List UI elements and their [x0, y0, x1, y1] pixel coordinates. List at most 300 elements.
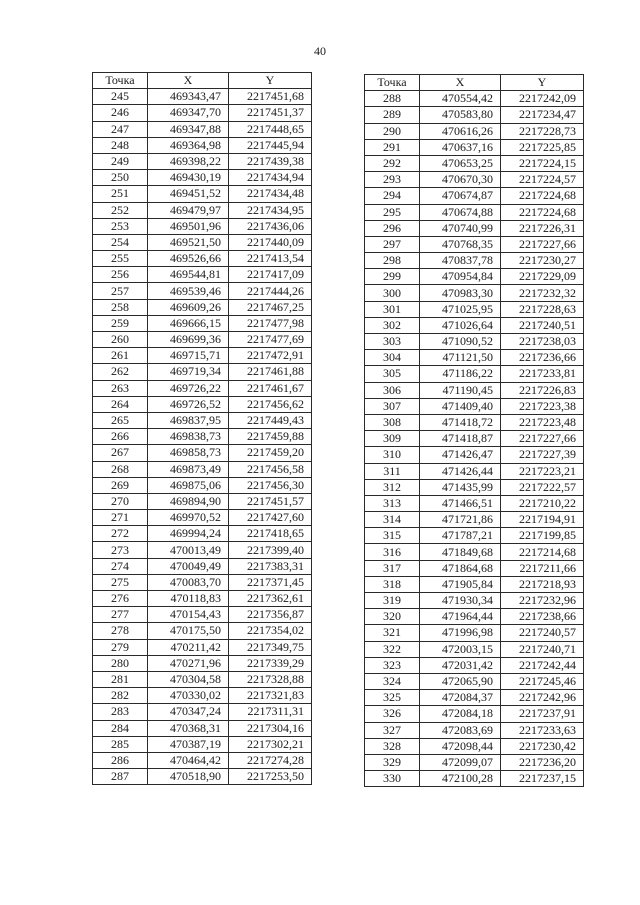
cell-x: 469994,24: [148, 526, 229, 542]
table-row: [93, 639, 312, 655]
cell-point: 252: [93, 202, 148, 218]
cell-x: 470083,70: [148, 574, 229, 590]
cell-x: 471418,87: [420, 431, 501, 447]
cell-x: 469726,52: [148, 396, 229, 412]
cell-x: 470837,78: [420, 253, 501, 269]
cell-y: 2217232,96: [501, 593, 584, 609]
table-row: [365, 609, 584, 625]
cell-y: 2217339,29: [229, 655, 312, 671]
cell-y: 2217427,60: [229, 510, 312, 526]
cell-y: 2217449,43: [229, 412, 312, 428]
table-row: [365, 382, 584, 398]
table-row: [365, 447, 584, 463]
cell-y: 2217459,88: [229, 429, 312, 445]
cell-x: 471787,21: [420, 528, 501, 544]
cell-y: 2217304,16: [229, 720, 312, 736]
table-row: [365, 334, 584, 350]
cell-point: 287: [93, 769, 148, 785]
cell-x: 470674,88: [420, 204, 501, 220]
cell-x: 469539,46: [148, 283, 229, 299]
cell-x: 471186,22: [420, 366, 501, 382]
cell-point: 284: [93, 720, 148, 736]
table-row: [365, 738, 584, 754]
cell-point: 307: [365, 398, 420, 414]
table-row: [365, 463, 584, 479]
table-row: [365, 576, 584, 592]
cell-x: 472099,07: [420, 754, 501, 770]
header-y: Y: [229, 73, 312, 89]
table-row: [365, 593, 584, 609]
table-row: [365, 673, 584, 689]
cell-y: 2217461,67: [229, 380, 312, 396]
cell-x: 469838,73: [148, 429, 229, 445]
page-number: 40: [314, 44, 326, 58]
table-row: [365, 431, 584, 447]
cell-y: 2217223,38: [501, 398, 584, 414]
table-row: [93, 671, 312, 687]
cell-y: 2217413,54: [229, 251, 312, 267]
cell-point: 283: [93, 704, 148, 720]
cell-y: 2217223,48: [501, 414, 584, 430]
cell-y: 2217371,45: [229, 574, 312, 590]
cell-point: 326: [365, 706, 420, 722]
cell-x: 470304,58: [148, 671, 229, 687]
table-row: [365, 301, 584, 317]
cell-y: 2217230,42: [501, 738, 584, 754]
cell-x: 472083,69: [420, 722, 501, 738]
cell-x: 471721,86: [420, 512, 501, 528]
cell-point: 266: [93, 429, 148, 445]
cell-point: 293: [365, 172, 420, 188]
cell-x: 471426,44: [420, 463, 501, 479]
cell-y: 2217477,69: [229, 332, 312, 348]
cell-point: 313: [365, 495, 420, 511]
cell-point: 246: [93, 105, 148, 121]
cell-y: 2217238,66: [501, 609, 584, 625]
cell-point: 309: [365, 431, 420, 447]
cell-y: 2217233,81: [501, 366, 584, 382]
cell-y: 2217222,57: [501, 479, 584, 495]
table-row: [93, 688, 312, 704]
cell-y: 2217228,63: [501, 301, 584, 317]
cell-y: 2217242,96: [501, 690, 584, 706]
cell-x: 470583,80: [420, 107, 501, 123]
cell-y: 2217434,95: [229, 202, 312, 218]
table-row: [93, 283, 312, 299]
cell-x: 470118,83: [148, 591, 229, 607]
cell-y: 2217218,93: [501, 576, 584, 592]
cell-point: 265: [93, 412, 148, 428]
cell-y: 2217362,61: [229, 591, 312, 607]
cell-y: 2217436,06: [229, 218, 312, 234]
cell-point: 306: [365, 382, 420, 398]
cell-y: 2217451,57: [229, 493, 312, 509]
cell-point: 298: [365, 253, 420, 269]
table-row: [365, 350, 584, 366]
table-row: [93, 736, 312, 752]
cell-point: 304: [365, 350, 420, 366]
cell-point: 279: [93, 639, 148, 655]
table-row: [93, 137, 312, 153]
cell-x: 471930,34: [420, 593, 501, 609]
cell-point: 303: [365, 334, 420, 350]
cell-y: 2217227,66: [501, 236, 584, 252]
cell-point: 274: [93, 558, 148, 574]
table-row: [365, 706, 584, 722]
cell-y: 2217459,20: [229, 445, 312, 461]
cell-y: 2217439,38: [229, 153, 312, 169]
table-row: [365, 657, 584, 673]
cell-x: 470740,99: [420, 220, 501, 236]
cell-y: 2217234,47: [501, 107, 584, 123]
cell-x: 471905,84: [420, 576, 501, 592]
cell-point: 328: [365, 738, 420, 754]
table-row: [93, 315, 312, 331]
cell-y: 2217227,66: [501, 431, 584, 447]
cell-point: 255: [93, 251, 148, 267]
cell-point: 250: [93, 170, 148, 186]
cell-point: 258: [93, 299, 148, 315]
table-row: [93, 445, 312, 461]
cell-point: 286: [93, 752, 148, 768]
cell-y: 2217451,37: [229, 105, 312, 121]
table-row: [93, 526, 312, 542]
cell-point: 260: [93, 332, 148, 348]
cell-x: 470670,30: [420, 172, 501, 188]
cell-x: 469837,95: [148, 412, 229, 428]
table-row: [93, 348, 312, 364]
cell-x: 469873,49: [148, 461, 229, 477]
cell-x: 469894,90: [148, 493, 229, 509]
cell-point: 277: [93, 607, 148, 623]
cell-x: 470154,43: [148, 607, 229, 623]
cell-point: 247: [93, 121, 148, 137]
cell-point: 300: [365, 285, 420, 301]
cell-y: 2217399,40: [229, 542, 312, 558]
cell-y: 2217444,26: [229, 283, 312, 299]
cell-point: 289: [365, 107, 420, 123]
table-row: [365, 155, 584, 171]
cell-point: 317: [365, 560, 420, 576]
cell-point: 249: [93, 153, 148, 169]
cell-x: 471190,45: [420, 382, 501, 398]
cell-y: 2217328,88: [229, 671, 312, 687]
cell-y: 2217434,48: [229, 186, 312, 202]
table-row: [93, 769, 312, 785]
table-row: [93, 89, 312, 105]
cell-y: 2217417,09: [229, 267, 312, 283]
cell-x: 470954,84: [420, 269, 501, 285]
table-row: [365, 512, 584, 528]
cell-x: 469364,98: [148, 137, 229, 153]
cell-point: 256: [93, 267, 148, 283]
cell-x: 471864,68: [420, 560, 501, 576]
table-row: [93, 153, 312, 169]
cell-point: 276: [93, 591, 148, 607]
cell-y: 2217472,91: [229, 348, 312, 364]
table-row: [365, 414, 584, 430]
cell-x: 470653,25: [420, 155, 501, 171]
cell-x: 471409,40: [420, 398, 501, 414]
cell-point: 310: [365, 447, 420, 463]
cell-point: 273: [93, 542, 148, 558]
cell-point: 292: [365, 155, 420, 171]
cell-x: 472031,42: [420, 657, 501, 673]
cell-y: 2217451,68: [229, 89, 312, 105]
table-row: [93, 202, 312, 218]
table-row: [365, 188, 584, 204]
header-row: [93, 73, 312, 89]
cell-x: 470768,35: [420, 236, 501, 252]
cell-point: 316: [365, 544, 420, 560]
cell-y: 2217242,09: [501, 91, 584, 107]
cell-y: 2217224,68: [501, 204, 584, 220]
cell-point: 259: [93, 315, 148, 331]
table-row: [365, 91, 584, 107]
cell-point: 267: [93, 445, 148, 461]
cell-x: 469715,71: [148, 348, 229, 364]
cell-x: 470347,24: [148, 704, 229, 720]
table-row: [93, 558, 312, 574]
header-y: Y: [501, 75, 584, 91]
cell-x: 472098,44: [420, 738, 501, 754]
table-row: [365, 771, 584, 787]
cell-y: 2217240,71: [501, 641, 584, 657]
table-row: [93, 461, 312, 477]
cell-x: 471964,44: [420, 609, 501, 625]
cell-y: 2217467,25: [229, 299, 312, 315]
cell-x: 469544,81: [148, 267, 229, 283]
cell-x: 471026,64: [420, 317, 501, 333]
table-row: [365, 722, 584, 738]
table-row: [365, 253, 584, 269]
cell-y: 2217477,98: [229, 315, 312, 331]
cell-y: 2217356,87: [229, 607, 312, 623]
table-row: [93, 607, 312, 623]
cell-y: 2217245,46: [501, 673, 584, 689]
table-row: [365, 625, 584, 641]
cell-x: 470674,87: [420, 188, 501, 204]
cell-point: 291: [365, 139, 420, 155]
table-row: [365, 204, 584, 220]
table-row: [93, 591, 312, 607]
table-row: [93, 574, 312, 590]
cell-x: 469609,26: [148, 299, 229, 315]
table-row: [93, 429, 312, 445]
cell-x: 469479,97: [148, 202, 229, 218]
cell-y: 2217440,09: [229, 234, 312, 250]
table-row: [93, 477, 312, 493]
cell-point: 278: [93, 623, 148, 639]
table-row: [365, 172, 584, 188]
cell-point: 245: [93, 89, 148, 105]
cell-x: 470637,16: [420, 139, 501, 155]
cell-point: 319: [365, 593, 420, 609]
cell-point: 281: [93, 671, 148, 687]
table-row: [365, 398, 584, 414]
cell-y: 2217236,66: [501, 350, 584, 366]
cell-x: 470211,42: [148, 639, 229, 655]
table-row: [93, 752, 312, 768]
cell-x: 470049,49: [148, 558, 229, 574]
table-row: [93, 493, 312, 509]
cell-point: 322: [365, 641, 420, 657]
cell-x: 472003,15: [420, 641, 501, 657]
cell-x: 471426,47: [420, 447, 501, 463]
table-row: [365, 479, 584, 495]
cell-y: 2217253,50: [229, 769, 312, 785]
cell-point: 288: [365, 91, 420, 107]
cell-point: 251: [93, 186, 148, 202]
cell-y: 2217448,65: [229, 121, 312, 137]
table-row: [365, 285, 584, 301]
cell-y: 2217238,03: [501, 334, 584, 350]
cell-x: 469970,52: [148, 510, 229, 526]
cell-y: 2217211,66: [501, 560, 584, 576]
cell-point: 311: [365, 463, 420, 479]
cell-point: 301: [365, 301, 420, 317]
cell-x: 470271,96: [148, 655, 229, 671]
cell-x: 469343,47: [148, 89, 229, 105]
table-row: [365, 495, 584, 511]
cell-x: 469526,66: [148, 251, 229, 267]
cell-x: 472065,90: [420, 673, 501, 689]
cell-y: 2217210,22: [501, 495, 584, 511]
cell-point: 285: [93, 736, 148, 752]
cell-x: 472084,18: [420, 706, 501, 722]
table-row: [93, 332, 312, 348]
cell-point: 253: [93, 218, 148, 234]
table-row: [93, 720, 312, 736]
cell-x: 470175,50: [148, 623, 229, 639]
cell-y: 2217214,68: [501, 544, 584, 560]
table-row: [93, 623, 312, 639]
cell-x: 469521,50: [148, 234, 229, 250]
cell-y: 2217349,75: [229, 639, 312, 655]
table-row: [93, 186, 312, 202]
cell-y: 2217224,68: [501, 188, 584, 204]
cell-y: 2217226,83: [501, 382, 584, 398]
table-row: [93, 218, 312, 234]
table-row: [365, 528, 584, 544]
cell-y: 2217445,94: [229, 137, 312, 153]
cell-y: 2217240,51: [501, 317, 584, 333]
cell-x: 469451,52: [148, 186, 229, 202]
cell-point: 325: [365, 690, 420, 706]
cell-point: 299: [365, 269, 420, 285]
cell-y: 2217237,91: [501, 706, 584, 722]
cell-point: 271: [93, 510, 148, 526]
table-row: [93, 234, 312, 250]
table-row: [365, 641, 584, 657]
cell-point: 320: [365, 609, 420, 625]
cell-x: 471435,99: [420, 479, 501, 495]
cell-point: 257: [93, 283, 148, 299]
cell-y: 2217242,44: [501, 657, 584, 673]
cell-x: 471121,50: [420, 350, 501, 366]
cell-point: 295: [365, 204, 420, 220]
cell-x: 472100,28: [420, 771, 501, 787]
cell-y: 2217224,15: [501, 155, 584, 171]
table-row: [93, 251, 312, 267]
header-x: X: [148, 73, 229, 89]
cell-point: 327: [365, 722, 420, 738]
table-row: [93, 412, 312, 428]
cell-point: 318: [365, 576, 420, 592]
cell-y: 2217354,02: [229, 623, 312, 639]
cell-point: 275: [93, 574, 148, 590]
cell-point: 264: [93, 396, 148, 412]
cell-x: 471849,68: [420, 544, 501, 560]
table-row: [93, 380, 312, 396]
cell-x: 470464,42: [148, 752, 229, 768]
table-row: [93, 299, 312, 315]
table-row: [93, 267, 312, 283]
cell-point: 280: [93, 655, 148, 671]
cell-x: 471996,98: [420, 625, 501, 641]
table-row: [365, 317, 584, 333]
table-row: [365, 690, 584, 706]
cell-x: 469858,73: [148, 445, 229, 461]
table-row: [93, 704, 312, 720]
cell-y: 2217224,57: [501, 172, 584, 188]
cell-x: 470554,42: [420, 91, 501, 107]
cell-y: 2217311,31: [229, 704, 312, 720]
cell-y: 2217194,91: [501, 512, 584, 528]
cell-y: 2217230,27: [501, 253, 584, 269]
cell-x: 470983,30: [420, 285, 501, 301]
cell-x: 470368,31: [148, 720, 229, 736]
table-row: [93, 396, 312, 412]
cell-point: 330: [365, 771, 420, 787]
cell-y: 2217418,65: [229, 526, 312, 542]
cell-y: 2217321,83: [229, 688, 312, 704]
cell-x: 469347,70: [148, 105, 229, 121]
cell-point: 314: [365, 512, 420, 528]
table-row: [93, 655, 312, 671]
cell-x: 470330,02: [148, 688, 229, 704]
cell-point: 312: [365, 479, 420, 495]
table-row: [365, 220, 584, 236]
cell-point: 323: [365, 657, 420, 673]
table-row: [365, 269, 584, 285]
cell-x: 471025,95: [420, 301, 501, 317]
cell-x: 470616,26: [420, 123, 501, 139]
cell-x: 469430,19: [148, 170, 229, 186]
cell-x: 469719,34: [148, 364, 229, 380]
table-row: [93, 170, 312, 186]
header-point: Точка: [365, 75, 420, 91]
table-row: [93, 121, 312, 137]
cell-y: 2217225,85: [501, 139, 584, 155]
cell-y: 2217227,39: [501, 447, 584, 463]
cell-point: 272: [93, 526, 148, 542]
cell-y: 2217223,21: [501, 463, 584, 479]
cell-point: 324: [365, 673, 420, 689]
table-row: [93, 105, 312, 121]
cell-x: 471466,51: [420, 495, 501, 511]
table-row: [365, 236, 584, 252]
cell-x: 472084,37: [420, 690, 501, 706]
cell-x: 469347,88: [148, 121, 229, 137]
cell-y: 2217434,94: [229, 170, 312, 186]
cell-point: 302: [365, 317, 420, 333]
table-row: [93, 542, 312, 558]
cell-y: 2217383,31: [229, 558, 312, 574]
cell-point: 248: [93, 137, 148, 153]
cell-point: 305: [365, 366, 420, 382]
cell-y: 2217240,57: [501, 625, 584, 641]
